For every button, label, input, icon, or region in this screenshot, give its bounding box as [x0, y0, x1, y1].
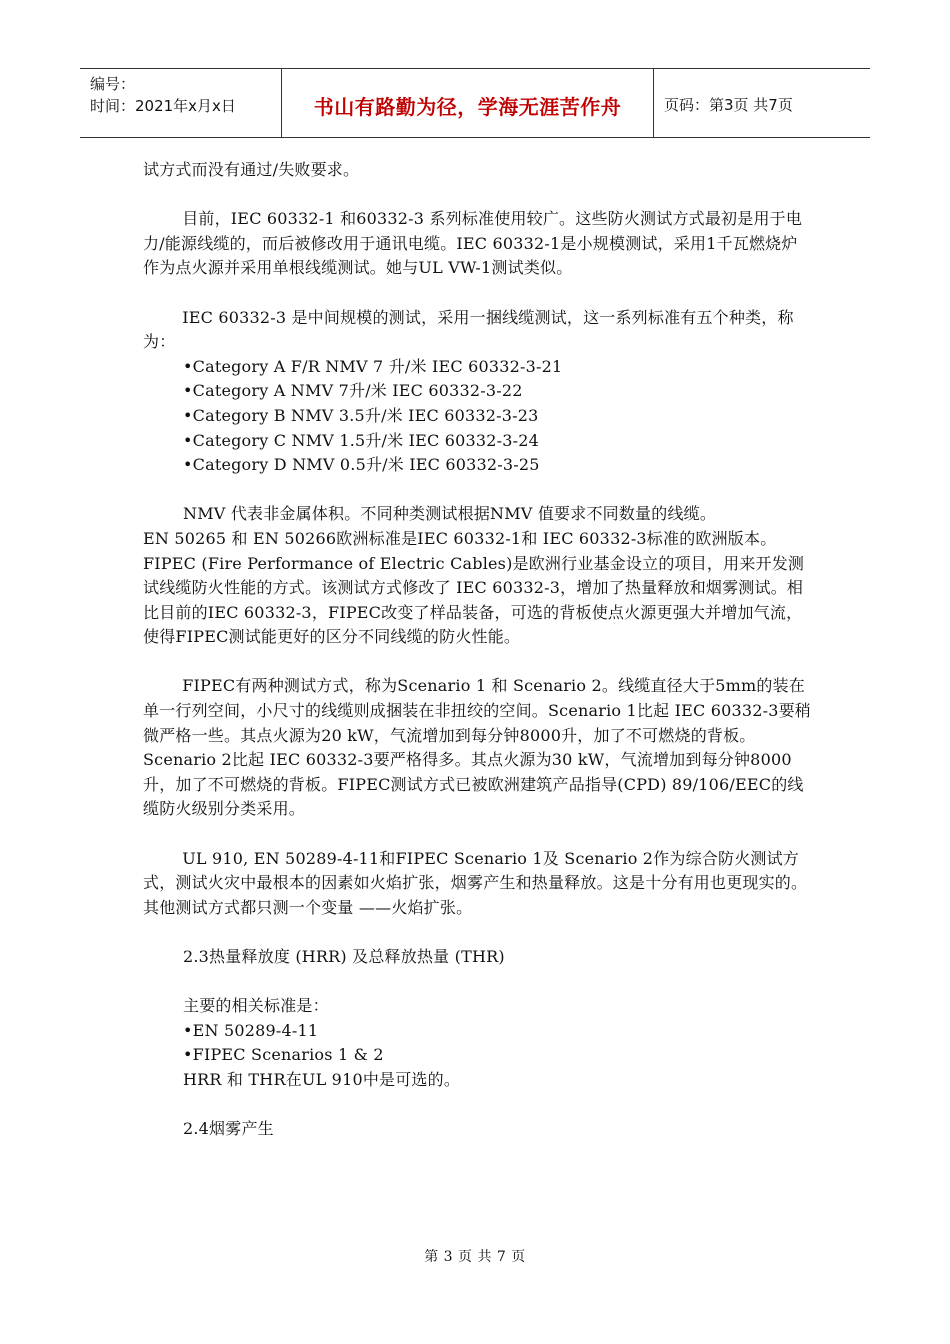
- header-meta: [90, 73, 236, 117]
- paragraph-en-standards: EN 50265 和 EN 50266欧洲标准是IEC 60332-1和 IEC 60332-3标准的欧洲版本。: [143, 528, 777, 548]
- time-label: 时间：2021年x月x日: [90, 97, 236, 115]
- paragraph-iec-overview: 目前，IEC 60332-1 和60332-3 系列标准使用较广。这些防火测试方式最初是用于电力/能源线缆的，而后被修改用于通讯电缆。IEC 60332-1是小规模测试，采用1千瓦燃烧炉作为点火源并采用单根线缆测试。她与UL VW-1测试类似。: [143, 209, 803, 278]
- header-motto: 书山有路勤为径，学海无涯苦作舟: [313, 95, 622, 119]
- paragraph-fipec: FIPEC (Fire Performance of Electric Cables)是欧洲行业基金设立的项目，用来开发测试线缆防火性能的方式。该测试方式修改了 IEC 60332-3，增加了热量释放和烟雾测试。相比目前的IEC 60332-3，FIPEC改变了样品装备，可选的背板使点火源更强大并增加气流，使得FIPEC测试能更好的区分不同线缆的防火性能。: [143, 553, 805, 647]
- paragraph-main-standards: 主要的相关标准是：: [183, 996, 329, 1016]
- paragraph-continuation: 试方式而没有通过/失败要求。: [143, 160, 360, 179]
- list-item: •Category B NMV 3.5升/米 IEC 60332-3-23: [183, 405, 539, 425]
- number-label: 编号：: [90, 75, 136, 93]
- page-footer: 第 3 页 共 7 页: [424, 1249, 526, 1265]
- paragraph-hrr-thr: HRR 和 THR在UL 910中是可选的。: [183, 1069, 461, 1089]
- paragraph-comprehensive-tests: UL 910, EN 50289-4-11和FIPEC Scenario 1及 Scenario 2作为综合防火测试方式，测试火灾中最根本的因素如火焰扩张，烟雾产生和热量释放。这是十分有用也更现实的。其他测试方式都只测一个变量 ——火焰扩张。: [143, 848, 808, 917]
- header-page-label: 页码：第3页 共7页: [664, 96, 793, 114]
- section-heading-2-4: 2.4烟雾产生: [183, 1119, 274, 1139]
- list-item: •Category C NMV 1.5升/米 IEC 60332-3-24: [183, 430, 540, 450]
- list-item: •FIPEC Scenarios 1 & 2: [183, 1045, 384, 1065]
- list-item: •EN 50289-4-11: [183, 1020, 319, 1040]
- paragraph-iec-60332-3: IEC 60332-3 是中间规模的测试，采用一捆线缆测试，这一系列标准有五个种类，称为：: [143, 307, 794, 352]
- section-heading-2-3: 2.3热量释放度 (HRR) 及总释放热量 (THR): [183, 947, 505, 966]
- document-body: [143, 158, 813, 1142]
- header-divider-right: [653, 69, 654, 137]
- list-item: •Category D NMV 0.5升/米 IEC 60332-3-25: [183, 455, 540, 475]
- paragraph-nmv: NMV 代表非金属体积。不同种类测试根据NMV 值要求不同数量的线缆。: [183, 504, 717, 524]
- list-item: •Category A NMV 7升/米 IEC 60332-3-22: [183, 381, 523, 401]
- paragraph-fipec-scenarios: FIPEC有两种测试方式，称为Scenario 1 和 Scenario 2。线缆直径大于5mm的装在单一行列空间，小尺寸的线缆则成捆装在非扭绞的空间。Scenario 1比起 IEC 60332-3要稍微严格一些。其点火源为20 kW，气流增加到每分钟8000升，加了不可燃烧的背板。Scenario 2比起 IEC 60332-3要严格得多。其点火源为30 kW，气流增加到每分钟8000升，加了不可燃烧的背板。FIPEC测试方式已被欧洲建筑产品指导(CPD) 89/106/EEC的线缆防火级别分类采用。: [143, 676, 811, 819]
- list-item: •Category A F/R NMV 7 升/米 IEC 60332-3-21: [183, 356, 563, 376]
- page-header: [80, 68, 870, 138]
